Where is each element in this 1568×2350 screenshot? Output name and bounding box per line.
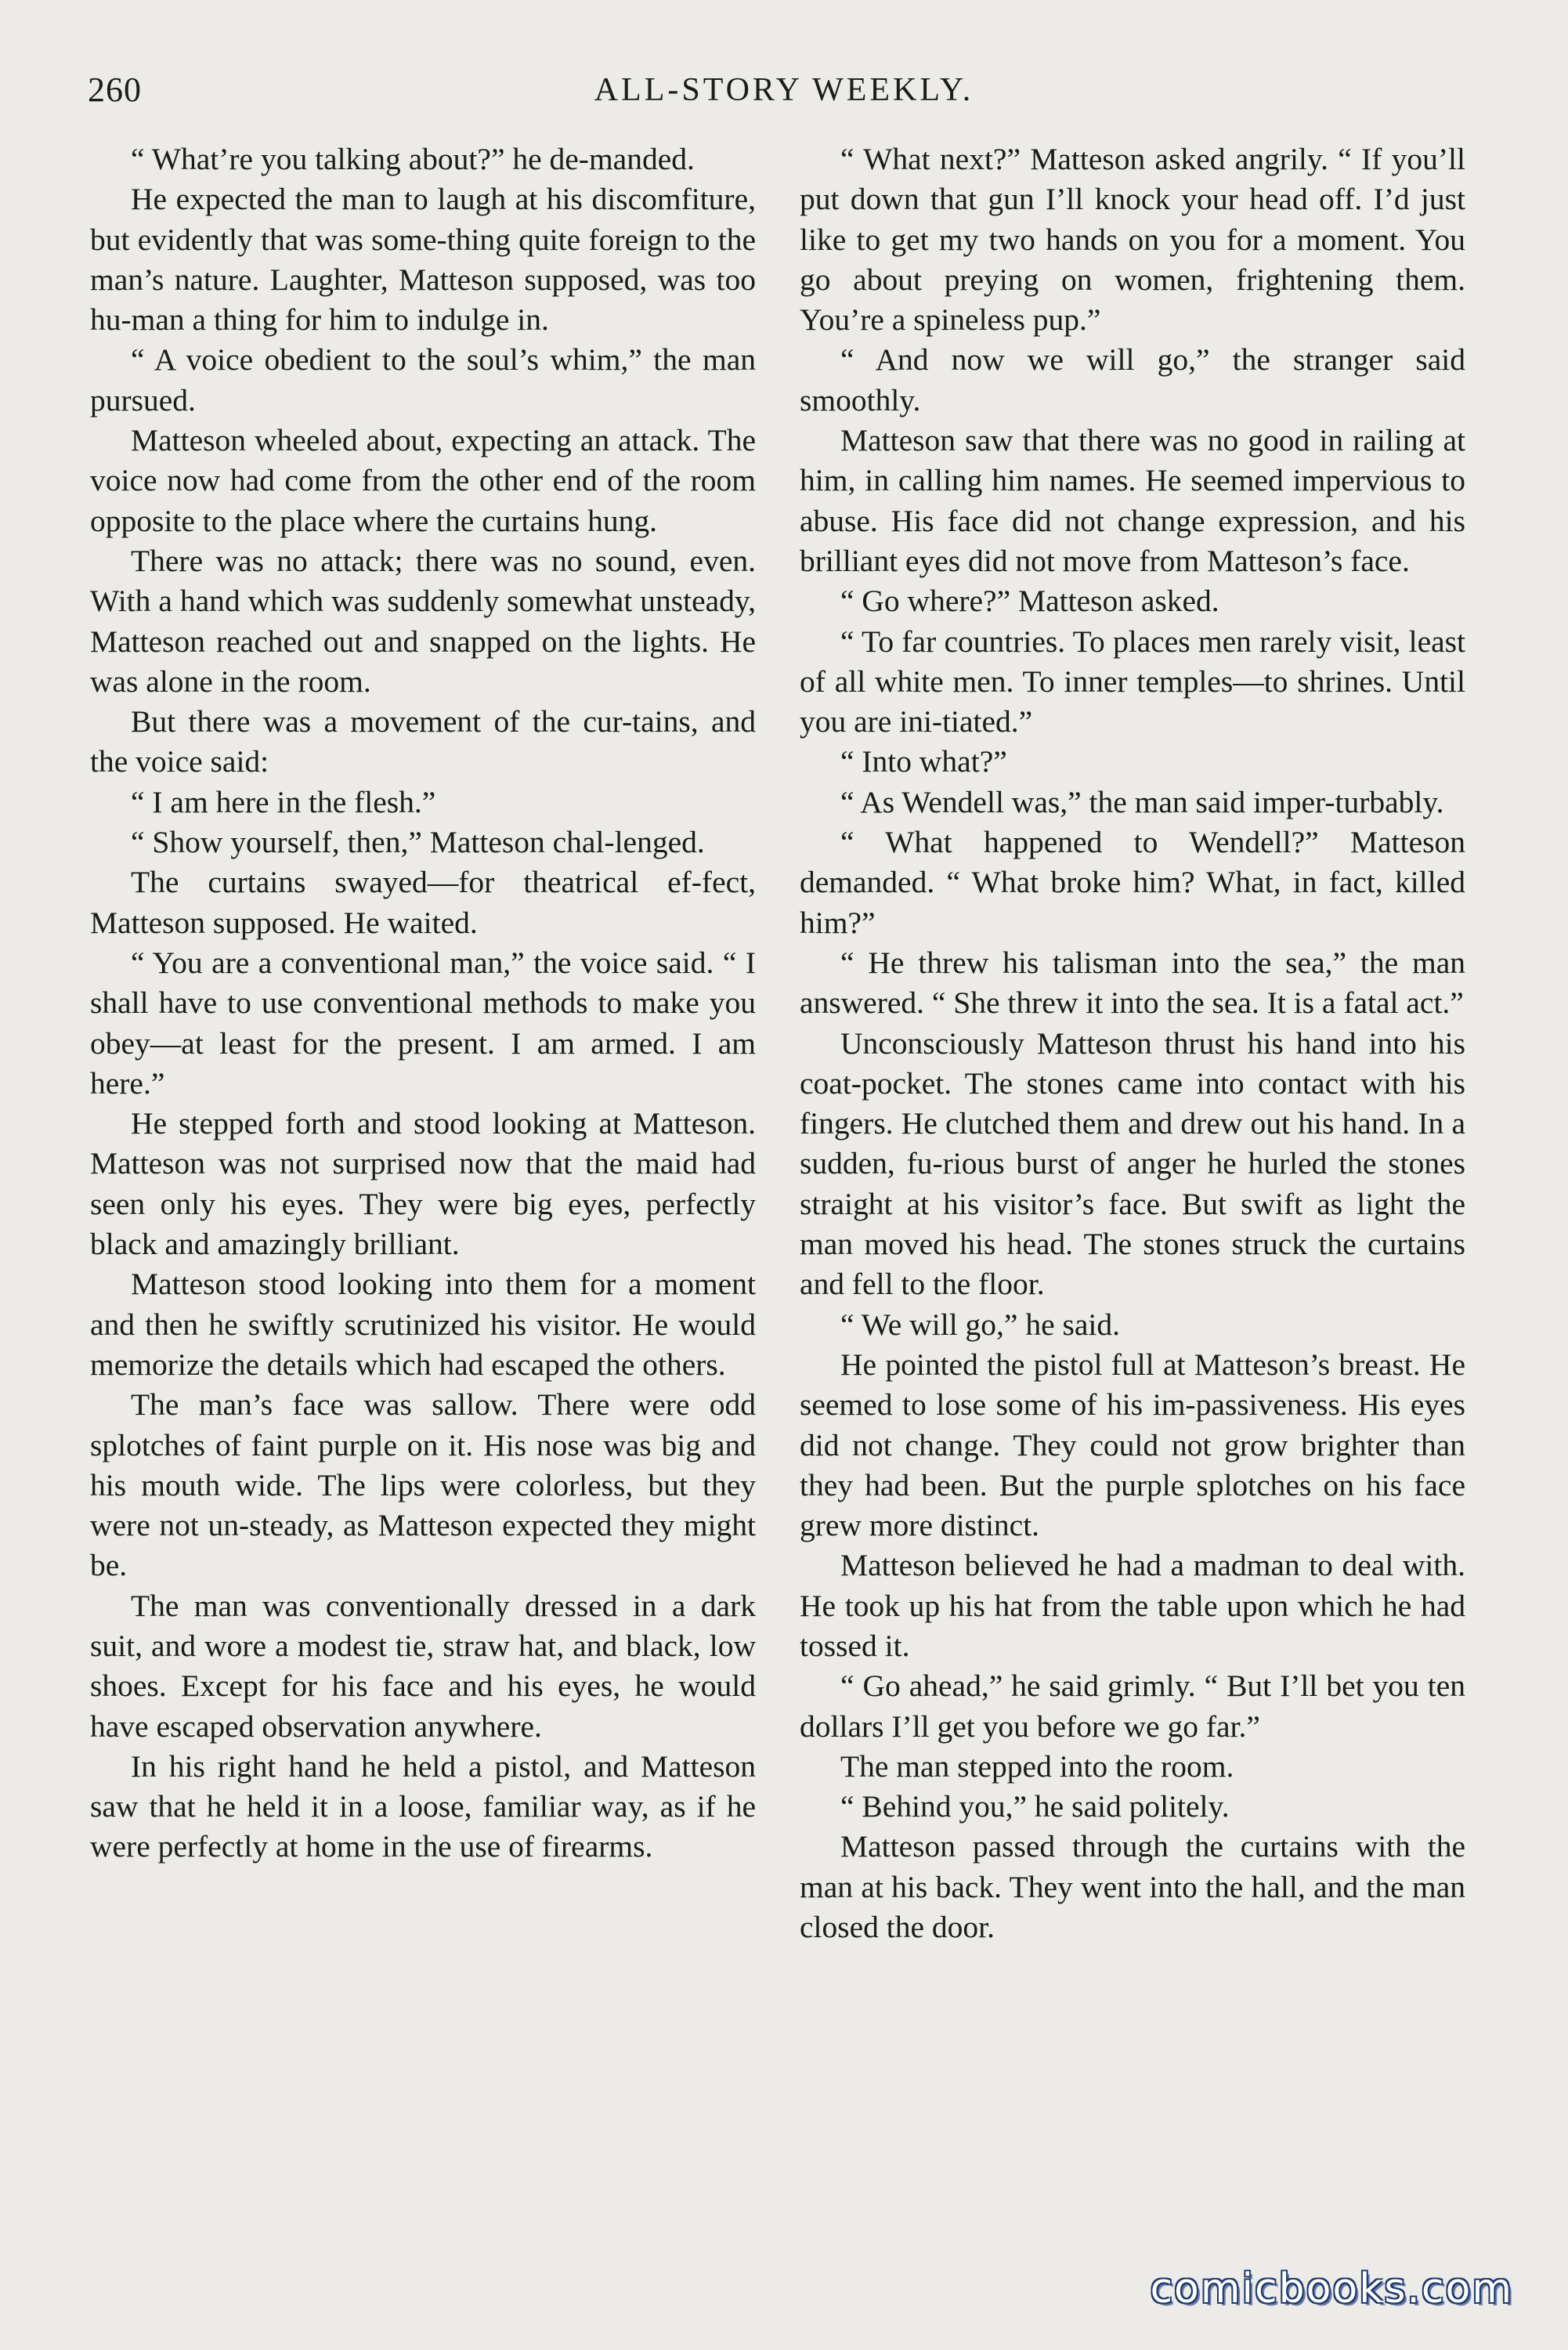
paragraph: “ Go ahead,” he said grimly. “ But I’ll bet you ten dollars I’ll get you before we go far.”	[800, 1668, 1465, 1744]
paragraph: There was no attack; there was no sound, even. With a hand which was suddenly somewhat unsteady, Matteson reached out and snapped on the lights. He was alone in the room.	[90, 543, 756, 699]
paragraph: “ We will go,” he said.	[840, 1307, 1120, 1342]
paragraph: The man stepped into the room.	[840, 1748, 1234, 1784]
paragraph: “ He threw his talisman into the sea,” the man answered. “ She threw it into the sea. It is a fatal act.”	[800, 945, 1465, 1021]
paragraph: “ A voice obedient to the soul’s whim,” the man pursued.	[90, 342, 756, 418]
paragraph: “ You are a conventional man,” the voice said. “ I shall have to use conventional methods to make you obey—at least for the present. I am armed. I am here.”	[90, 945, 756, 1101]
paragraph: “ Go where?” Matteson asked.	[840, 584, 1219, 619]
paragraph: “ As Wendell was,” the man said imper-turbably.	[840, 784, 1444, 819]
paragraph: But there was a movement of the cur-tains, and the voice said:	[90, 704, 756, 779]
page-number: 260	[88, 70, 142, 109]
paragraph: “ Into what?”	[840, 744, 1007, 779]
paragraph: “ What happened to Wendell?” Matteson demanded. “ What broke him? What, in fact, killed him?”	[800, 825, 1465, 940]
paragraph: “ What’re you talking about?” he de-manded.	[131, 142, 695, 176]
left-column	[90, 139, 756, 1867]
paragraph: Matteson stood looking into them for a moment and then he swiftly scrutinized his visitor. He would memorize the details which had escaped the others.	[90, 1267, 756, 1382]
paragraph: Matteson saw that there was no good in railing at him, in calling him names. He seemed impervious to abuse. His face did not change expression, and his brilliant eyes did not move from Matteson’s face.	[800, 423, 1465, 578]
paragraph: “ Show yourself, then,” Matteson chal-lenged.	[131, 825, 705, 860]
paragraph: He pointed the pistol full at Matteson’s breast. He seemed to lose some of his im-passiveness. His eyes did not change. They could not grow brighter than they had been. But the purple splotches on his face grew more distinct.	[800, 1347, 1465, 1543]
right-column	[800, 139, 1465, 1947]
paragraph: He stepped forth and stood looking at Matteson. Matteson was not surprised now that the maid had seen only his eyes. They were big eyes, perfectly black and amazingly brilliant.	[90, 1106, 756, 1262]
running-title: ALL-STORY WEEKLY.	[594, 72, 974, 108]
paragraph: “ To far countries. To places men rarely visit, least of all white men. To inner temples—to shrines. Until you are ini-tiated.”	[800, 624, 1465, 739]
paragraph: Matteson wheeled about, expecting an attack. The voice now had come from the other end of the room opposite to the place where the curtains hung.	[90, 423, 756, 538]
paragraph: The curtains swayed—for theatrical ef-fect, Matteson supposed. He waited.	[90, 865, 756, 940]
paragraph: He expected the man to laugh at his discomfiture, but evidently that was some-thing quite foreign to the man’s nature. Laughter, Matteson supposed, was too hu-man a thing for him to indulge in.	[90, 182, 756, 338]
paragraph: The man’s face was sallow. There were odd splotches of faint purple on it. His nose was big and his mouth wide. The lips were colorless, but they were not un-steady, as Matteson expected they might be.	[90, 1387, 756, 1583]
paragraph: “ What next?” Matteson asked angrily. “ If you’ll put down that gun I’ll knock your head off. I’d just like to get my two hands on you for a moment. You go about preying on women, frightening them. You’re a spineless pup.”	[800, 142, 1465, 338]
paragraph: “ Behind you,” he said politely.	[840, 1789, 1230, 1824]
paragraph: Unconsciously Matteson thrust his hand into his coat-pocket. The stones came into contact with his fingers. He clutched them and drew out his hand. In a sudden, fu-rious burst of anger he hurled the stones straight at his visitor’s face. But swift as light the man moved his head. The stones struck the curtains and fell to the floor.	[800, 1025, 1465, 1302]
watermark-logo: comicbooks.com	[1150, 2265, 1513, 2312]
paragraph: “ And now we will go,” the stranger said smoothly.	[800, 342, 1465, 418]
paragraph: “ I am here in the flesh.”	[131, 784, 436, 819]
paragraph: The man was conventionally dressed in a dark suit, and wore a modest tie, straw hat, and black, low shoes. Except for his face and his eyes, he would have escaped observation anywhere.	[90, 1588, 756, 1744]
page-header	[0, 63, 1568, 118]
paragraph: In his right hand he held a pistol, and Matteson saw that he held it in a loose, familiar way, as if he were perfectly at home in the use of firearms.	[90, 1748, 756, 1864]
paragraph: Matteson believed he had a madman to deal with. He took up his hat from the table upon which he had tossed it.	[800, 1548, 1465, 1663]
paragraph: Matteson passed through the curtains with the man at his back. They went into the hall, and the man closed the door.	[800, 1829, 1465, 1945]
